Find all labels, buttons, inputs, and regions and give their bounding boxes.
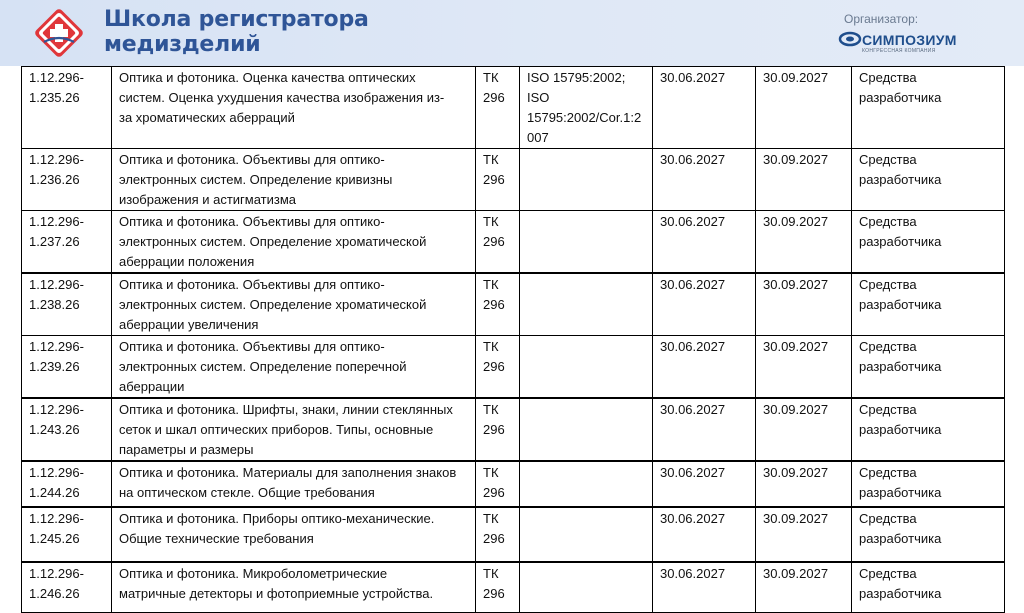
medical-cross-logo-icon xyxy=(30,4,88,62)
title-cell: Оптика и фотоника. Объективы для оптико- электронных систем. Определение кривизны изображения и астигматизма xyxy=(112,149,476,211)
tk-cell: ТК 296 xyxy=(476,461,520,507)
table-row xyxy=(22,398,1005,461)
tk-cell: ТК 296 xyxy=(476,336,520,399)
funding-cell: Средства разработчика xyxy=(852,273,1005,336)
standard-cell: ISO 15795:2002; ISO 15795:2002/Cor.1:2 007 xyxy=(520,67,653,149)
end-date-cell: 30.09.2027 xyxy=(756,149,852,211)
code-cell: 1.12.296- 1.243.26 xyxy=(22,398,112,461)
start-date-cell: 30.06.2027 xyxy=(653,67,756,149)
standard-cell xyxy=(520,211,653,274)
start-date-cell: 30.06.2027 xyxy=(653,211,756,274)
organizer-subtitle: КОНГРЕССНАЯ КОМПАНИЯ xyxy=(862,48,936,54)
code-cell: 1.12.296- 1.244.26 xyxy=(22,461,112,507)
code-cell: 1.12.296- 1.239.26 xyxy=(22,336,112,399)
code-cell: 1.12.296- 1.237.26 xyxy=(22,211,112,274)
standard-cell xyxy=(520,461,653,507)
table-row xyxy=(22,273,1005,336)
title-cell: Оптика и фотоника. Приборы оптико-механические. Общие технические требования xyxy=(112,507,476,562)
brand-title-line1: Школа регистратора xyxy=(104,7,369,32)
table-row xyxy=(22,507,1005,562)
title-cell: Оптика и фотоника. Объективы для оптико- электронных систем. Определение хроматической аберрации положения xyxy=(112,211,476,274)
table-row xyxy=(22,149,1005,211)
end-date-cell: 30.09.2027 xyxy=(756,67,852,149)
end-date-cell: 30.09.2027 xyxy=(756,461,852,507)
tk-cell: ТК 296 xyxy=(476,211,520,274)
start-date-cell: 30.06.2027 xyxy=(653,461,756,507)
tk-cell: ТК 296 xyxy=(476,273,520,336)
code-cell: 1.12.296- 1.235.26 xyxy=(22,67,112,149)
end-date-cell: 30.09.2027 xyxy=(756,211,852,274)
table-row xyxy=(22,461,1005,507)
standards-table-wrapper xyxy=(21,66,1004,613)
end-date-cell: 30.09.2027 xyxy=(756,398,852,461)
funding-cell: Средства разработчика xyxy=(852,507,1005,562)
start-date-cell: 30.06.2027 xyxy=(653,507,756,562)
tk-cell: ТК 296 xyxy=(476,67,520,149)
standard-cell xyxy=(520,507,653,562)
funding-cell: Средства разработчика xyxy=(852,562,1005,612)
tk-cell: ТК 296 xyxy=(476,398,520,461)
slide-header xyxy=(0,0,1024,66)
tk-cell: ТК 296 xyxy=(476,507,520,562)
standard-cell xyxy=(520,398,653,461)
code-cell: 1.12.296- 1.236.26 xyxy=(22,149,112,211)
title-cell: Оптика и фотоника. Микроболометрические матричные детекторы и фотоприемные устройства. xyxy=(112,562,476,612)
table-row xyxy=(22,562,1005,612)
tk-cell: ТК 296 xyxy=(476,562,520,612)
funding-cell: Средства разработчика xyxy=(852,67,1005,149)
standard-cell xyxy=(520,336,653,399)
tk-cell: ТК 296 xyxy=(476,149,520,211)
standard-cell xyxy=(520,562,653,612)
end-date-cell: 30.09.2027 xyxy=(756,336,852,399)
title-cell: Оптика и фотоника. Материалы для заполнения знаков на оптическом стекле. Общие требования xyxy=(112,461,476,507)
table-row xyxy=(22,336,1005,399)
standard-cell xyxy=(520,149,653,211)
code-cell: 1.12.296- 1.246.26 xyxy=(22,562,112,612)
funding-cell: Средства разработчика xyxy=(852,336,1005,399)
end-date-cell: 30.09.2027 xyxy=(756,507,852,562)
start-date-cell: 30.06.2027 xyxy=(653,273,756,336)
funding-cell: Средства разработчика xyxy=(852,149,1005,211)
funding-cell: Средства разработчика xyxy=(852,398,1005,461)
standard-cell xyxy=(520,273,653,336)
start-date-cell: 30.06.2027 xyxy=(653,562,756,612)
title-cell: Оптика и фотоника. Оценка качества оптических систем. Оценка ухудшения качества изображения из- за хроматических аберраций xyxy=(112,67,476,149)
standards-table xyxy=(21,66,1005,613)
end-date-cell: 30.09.2027 xyxy=(756,562,852,612)
table-row xyxy=(22,211,1005,274)
end-date-cell: 30.09.2027 xyxy=(756,273,852,336)
code-cell: 1.12.296- 1.245.26 xyxy=(22,507,112,562)
funding-cell: Средства разработчика xyxy=(852,211,1005,274)
title-cell: Оптика и фотоника. Объективы для оптико- электронных систем. Определение поперечной аберрации xyxy=(112,336,476,399)
organizer-name: СИМПОЗИУМ xyxy=(862,32,957,48)
code-cell: 1.12.296- 1.238.26 xyxy=(22,273,112,336)
table-row xyxy=(22,67,1005,149)
start-date-cell: 30.06.2027 xyxy=(653,398,756,461)
brand-title xyxy=(104,7,369,57)
funding-cell: Средства разработчика xyxy=(852,461,1005,507)
brand-title-line2: медизделий xyxy=(104,32,261,57)
title-cell: Оптика и фотоника. Шрифты, знаки, линии стеклянных сеток и шкал оптических приборов. Типы, основные параметры и размеры xyxy=(112,398,476,461)
organizer-label: Организатор: xyxy=(844,12,919,26)
start-date-cell: 30.06.2027 xyxy=(653,149,756,211)
title-cell: Оптика и фотоника. Объективы для оптико- электронных систем. Определение хроматической аберрации увеличения xyxy=(112,273,476,336)
start-date-cell: 30.06.2027 xyxy=(653,336,756,399)
